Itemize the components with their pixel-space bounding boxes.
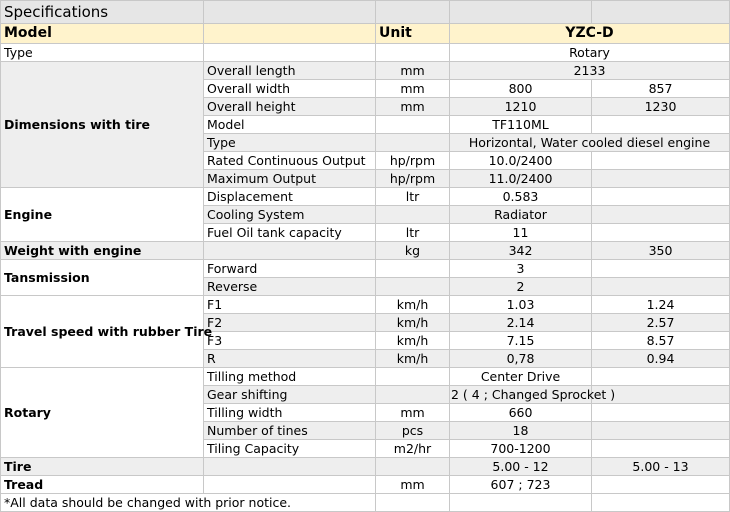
- value-cell: 2: [450, 278, 592, 296]
- item-label: Tiling Capacity: [204, 440, 376, 458]
- value-cell: 2.57: [592, 314, 730, 332]
- value-cell: 800: [450, 80, 592, 98]
- item-label: Number of tines: [204, 422, 376, 440]
- table-row: [1, 242, 730, 260]
- item-label: Cooling System: [204, 206, 376, 224]
- value-cell: 0,78: [450, 350, 592, 368]
- item-label: Fuel Oil tank capacity: [204, 224, 376, 242]
- model-header: Model: [1, 24, 204, 44]
- item-label: Displacement: [204, 188, 376, 206]
- value-cell: 342: [450, 242, 592, 260]
- unit-cell: km/h: [376, 314, 450, 332]
- value-cell: 660: [450, 404, 592, 422]
- group-travel-speed: Travel speed with rubber Tire: [1, 296, 204, 368]
- value-cell: 857: [592, 80, 730, 98]
- value-cell: 700-1200: [450, 440, 592, 458]
- table-row: [1, 296, 730, 314]
- item-label: Model: [204, 116, 376, 134]
- table-row: [1, 476, 730, 494]
- table-row: [1, 188, 730, 206]
- group-tire: Tire: [1, 458, 204, 476]
- value-cell: 2133: [450, 62, 730, 80]
- table-row: [1, 62, 730, 80]
- group-weight: Weight with engine: [1, 242, 204, 260]
- value-cell: 350: [592, 242, 730, 260]
- value-cell: 0.583: [450, 188, 592, 206]
- unit-cell: ltr: [376, 224, 450, 242]
- value-cell: TF110ML: [450, 116, 592, 134]
- note-row: [1, 494, 730, 512]
- unit-cell: mm: [376, 98, 450, 116]
- group-rotary: Rotary: [1, 368, 204, 458]
- table-row: [1, 44, 730, 62]
- item-label: F3: [204, 332, 376, 350]
- product-header: YZC-D: [450, 24, 730, 44]
- value-cell: 1.24: [592, 296, 730, 314]
- unit-cell: mm: [376, 62, 450, 80]
- item-label: R: [204, 350, 376, 368]
- unit-cell: km/h: [376, 350, 450, 368]
- value-cell: 10.0/2400: [450, 152, 592, 170]
- table-row: [1, 368, 730, 386]
- item-label: Forward: [204, 260, 376, 278]
- unit-cell: m2/hr: [376, 440, 450, 458]
- value-cell: 2 ( 4 ; Changed Sprocket ): [451, 387, 616, 402]
- title-row: [1, 1, 730, 24]
- unit-cell: mm: [376, 80, 450, 98]
- item-label: Tilling method: [204, 368, 376, 386]
- unit-header: Unit: [376, 24, 450, 44]
- item-label: Reverse: [204, 278, 376, 296]
- page-title: Specifications: [1, 1, 204, 24]
- value-cell: 11.0/2400: [450, 170, 592, 188]
- value-cell: 1230: [592, 98, 730, 116]
- unit-cell: kg: [376, 242, 450, 260]
- footnote: *All data should be changed with prior notice.: [1, 494, 376, 512]
- unit-cell: pcs: [376, 422, 450, 440]
- value-cell: 607 ; 723: [450, 476, 592, 494]
- value-cell: 2.14: [450, 314, 592, 332]
- item-label: Overall length: [204, 62, 376, 80]
- value-cell: 5.00 - 13: [592, 458, 730, 476]
- group-dimensions: Dimensions with tire: [1, 62, 204, 188]
- value-cell: Horizontal, Water cooled diesel engine: [450, 134, 730, 152]
- item-label: Maximum Output: [204, 170, 376, 188]
- group-engine: Engine: [1, 188, 204, 242]
- group-transmission: Tansmission: [1, 260, 204, 296]
- unit-cell: km/h: [376, 296, 450, 314]
- header-row: [1, 24, 730, 44]
- unit-cell: hp/rpm: [376, 152, 450, 170]
- unit-cell: mm: [376, 476, 450, 494]
- item-label: F1: [204, 296, 376, 314]
- unit-cell: km/h: [376, 332, 450, 350]
- value-cell: 1.03: [450, 296, 592, 314]
- value-cell: 8.57: [592, 332, 730, 350]
- group-tread: Tread: [1, 476, 204, 494]
- value-cell: 11: [450, 224, 592, 242]
- table-row: [1, 260, 730, 278]
- unit-cell: hp/rpm: [376, 170, 450, 188]
- value-cell: 1210: [450, 98, 592, 116]
- unit-cell: ltr: [376, 188, 450, 206]
- table-row: [1, 458, 730, 476]
- value-cell: 18: [450, 422, 592, 440]
- type-value: Rotary: [450, 44, 730, 62]
- value-cell: 3: [450, 260, 592, 278]
- item-label: Tilling width: [204, 404, 376, 422]
- item-label: Type: [204, 134, 376, 152]
- item-label: Gear shifting: [204, 386, 376, 404]
- value-cell: Radiator: [450, 206, 592, 224]
- value-cell: 0.94: [592, 350, 730, 368]
- type-label: Type: [1, 44, 204, 62]
- item-label: Rated Continuous Output: [204, 152, 376, 170]
- value-cell: 7.15: [450, 332, 592, 350]
- item-label: Overall height: [204, 98, 376, 116]
- item-label: F2: [204, 314, 376, 332]
- value-cell: Center Drive: [450, 368, 592, 386]
- value-cell: 5.00 - 12: [450, 458, 592, 476]
- unit-cell: mm: [376, 404, 450, 422]
- item-label: Overall width: [204, 80, 376, 98]
